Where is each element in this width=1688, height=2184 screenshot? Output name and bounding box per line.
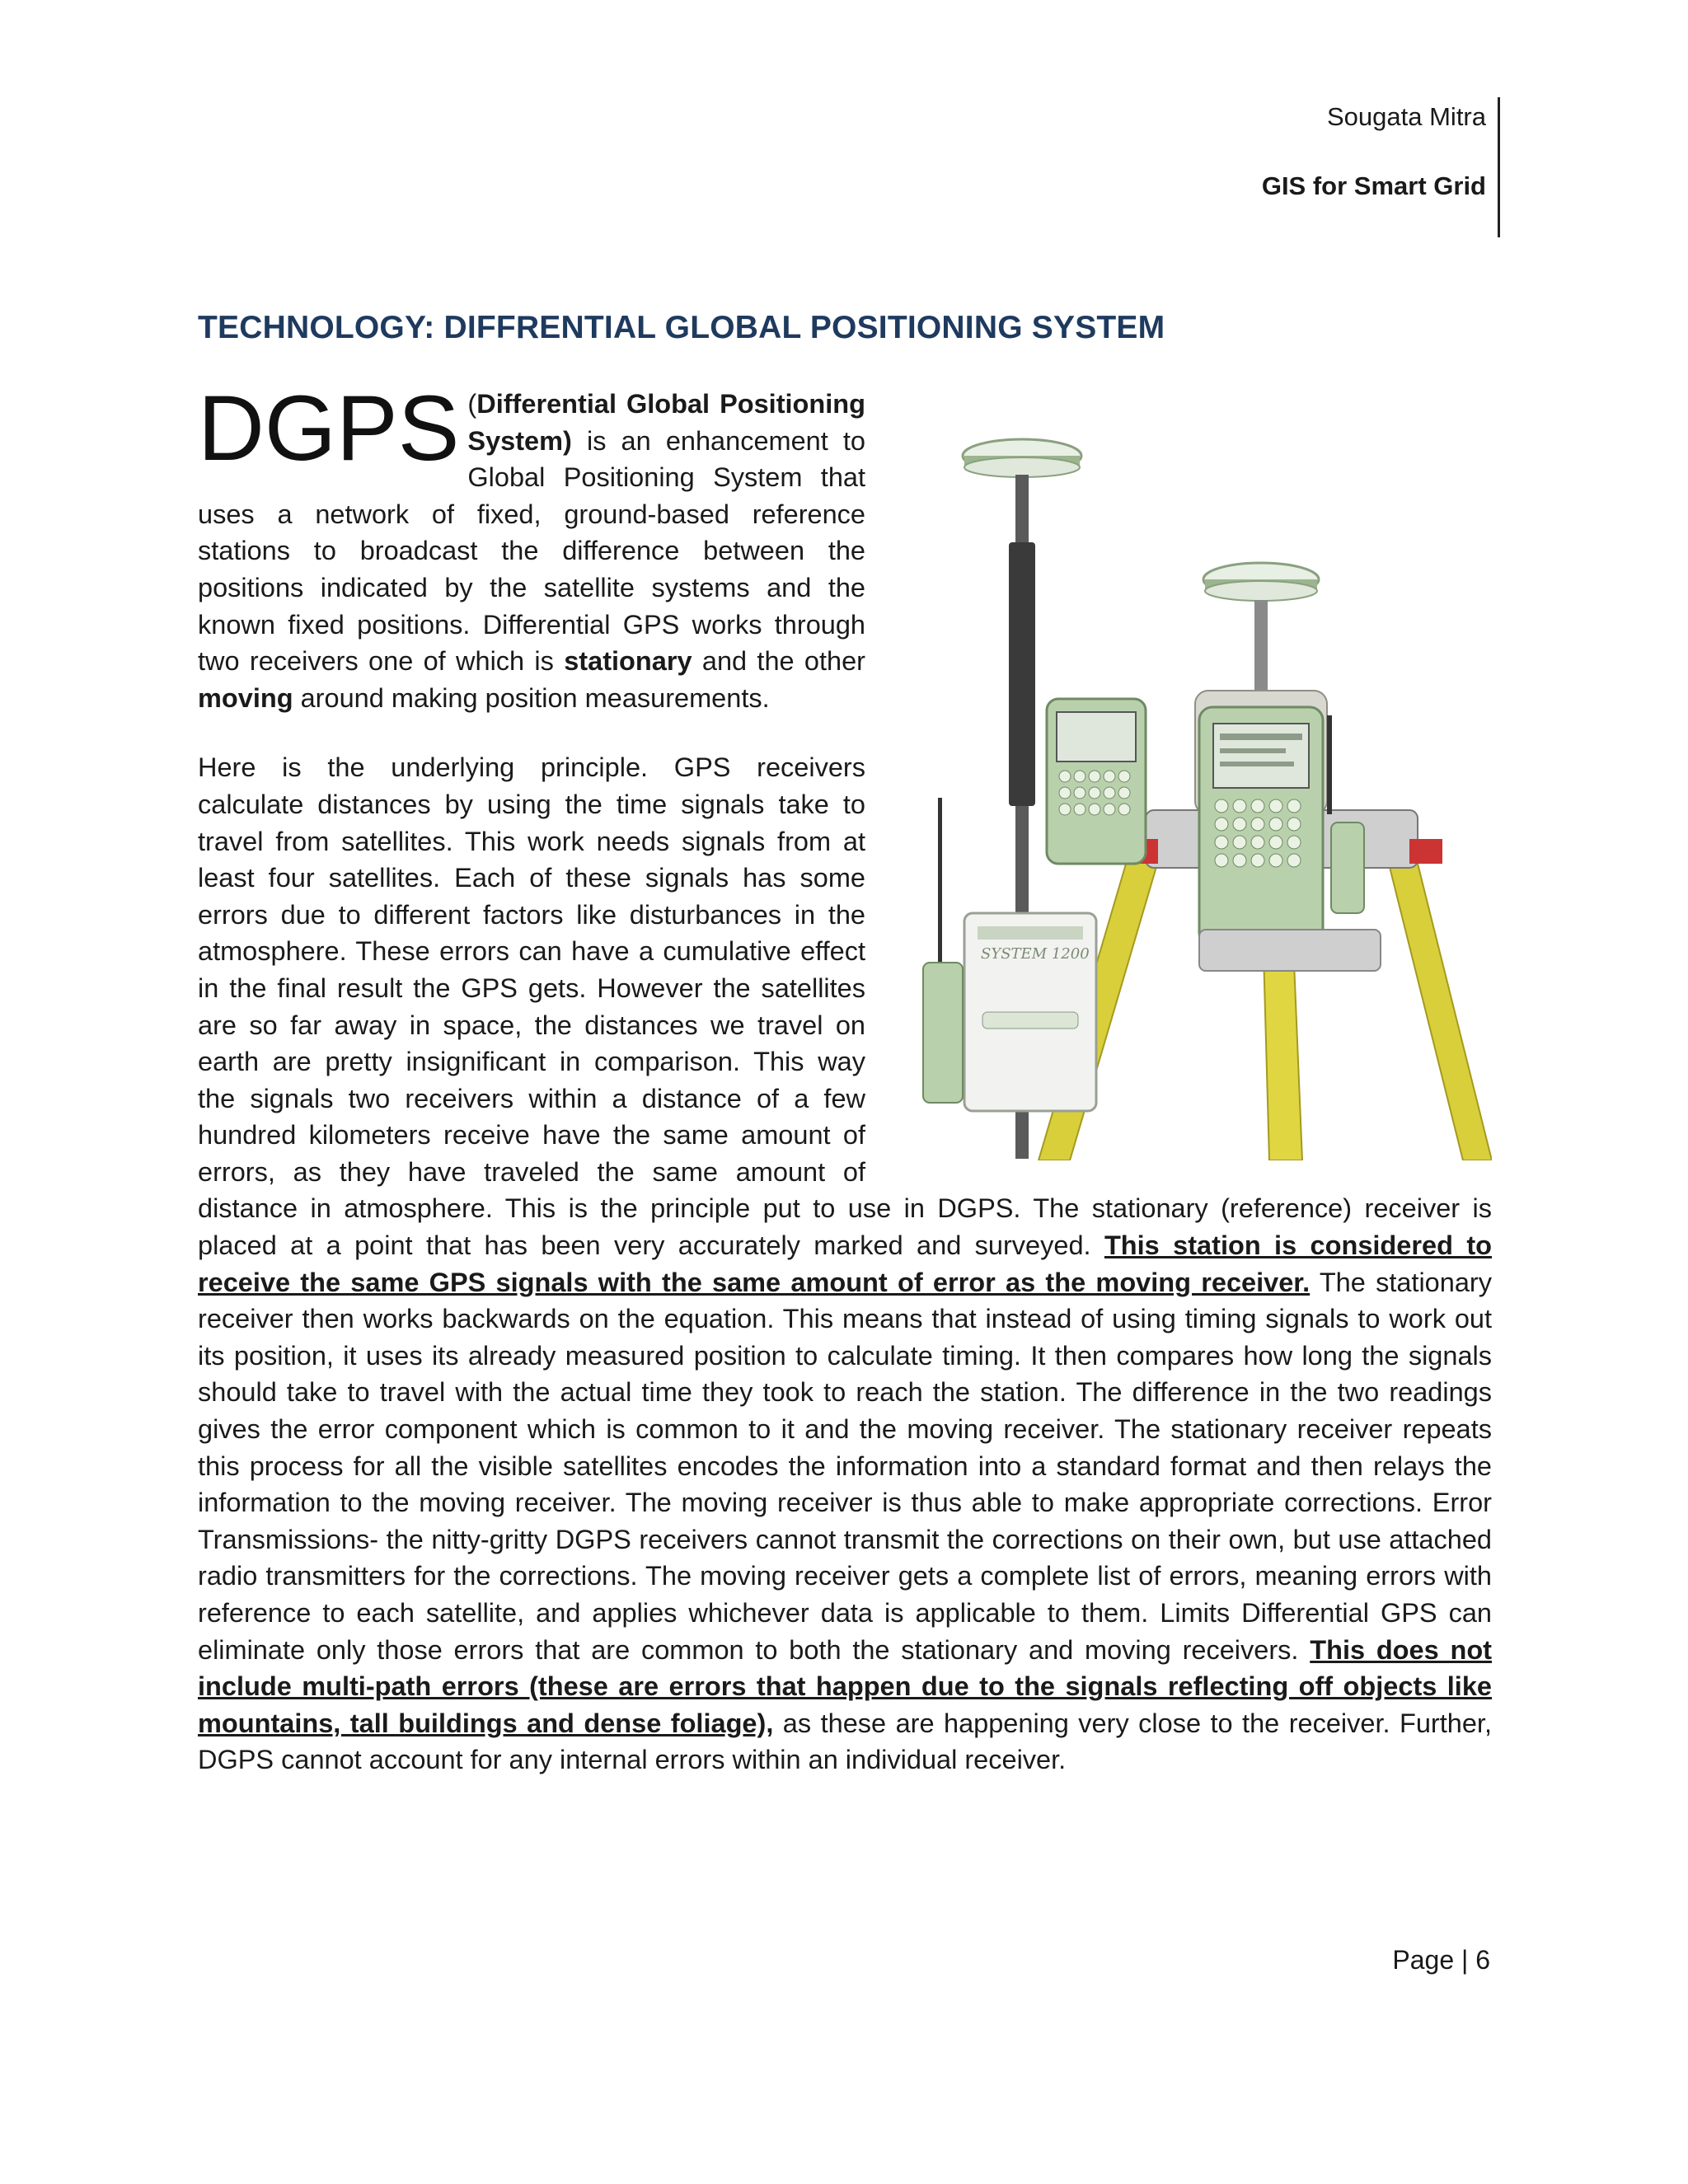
term-moving: moving bbox=[198, 682, 293, 713]
dropcap-dgps: DGPS bbox=[198, 377, 460, 480]
principle-text-2: The stationary receiver then works backwards on the equation. This means that instead of using timing signals to work out its position, it uses its already measured position to calculate timing. It then compares how long the signals should take to travel with the actual time they took to reach the station. The difference in the two readings gives the error component which is common to it and the moving receiver. The stationary receiver repeats this process for all the visible satellites encodes the information into a standard format and then relays the information to the moving receiver. The moving receiver is thus able to make appropriate corrections. Error Transmissions- the nitty-gritty DGPS receivers cannot transmit the corrections on their own, but use attached radio transmitters for the corrections. The moving receiver gets a complete list of errors, meaning errors with reference to each satellite, and applies whichever data is applicable to them. Limits Differential GPS can eliminate only those errors that are common to both the stationary and moving receivers. bbox=[198, 1267, 1492, 1665]
system-label: SYSTEM 1200 bbox=[981, 945, 1090, 963]
intro-text-1: is an enhancement to Global Positioning System that uses a network of fixed, ground-based reference stations to broadcast the difference between the positions indicated by the satellite systems and the known fixed positions. Differential GPS works through two receivers one of which is bbox=[198, 425, 865, 677]
intro-text-2: and the other bbox=[692, 646, 866, 677]
principle-text-1: Here is the underlying principle. GPS receivers calculate distances by using the time signals take to travel from satellites. This work needs signals from at least four satellites. Each of these signals has some errors due to different factors like disturbances in the atmosphere. These errors can have a cumulative effect in the final result the GPS gets. However the satellites are so far away in space, the distances we travel on earth are pretty insignificant in comparison. This way the signals two receivers within a distance of a few hundred kilometers receive have the same amount of errors, as they have traveled the same amount of distance in atmosphere. This is the principle put to use in DGPS. The stationary (reference) receiver is placed at a point that has been very accurately marked and surveyed. bbox=[198, 752, 1492, 1261]
principle-text-3: as these are happening very close to the receiver. Further, DGPS cannot account for any internal errors within an individual receiver. bbox=[198, 1708, 1492, 1775]
intro-open-paren: ( bbox=[467, 389, 477, 419]
document-title: GIS for Smart Grid bbox=[1261, 171, 1486, 200]
term-stationary: stationary bbox=[564, 646, 692, 677]
author-name: Sougata Mitra bbox=[1327, 102, 1486, 131]
dgps-equipment-photo bbox=[915, 435, 1492, 1160]
emphasis-multipath: This does not include multi-path errors (these are errors that happen due to the signals reflecting off objects like mountains, tall buildings and dense foliage), bbox=[198, 1634, 1493, 1738]
article-body bbox=[198, 377, 1493, 1779]
intro-text-3: around making position measurements. bbox=[293, 682, 770, 713]
emphasis-same-error: This station is considered to receive the same GPS signals with the same amount of error as the moving receiver. bbox=[198, 1230, 1492, 1297]
page-number: Page | 6 bbox=[1392, 1945, 1490, 1975]
section-heading: TECHNOLOGY: DIFFRENTIAL GLOBAL POSITIONING SYSTEM bbox=[198, 310, 1165, 345]
page-header bbox=[1262, 97, 1500, 237]
dgps-equipment-illustration bbox=[915, 435, 1492, 1160]
intro-term: Differential Global Positioning System) bbox=[467, 389, 865, 456]
